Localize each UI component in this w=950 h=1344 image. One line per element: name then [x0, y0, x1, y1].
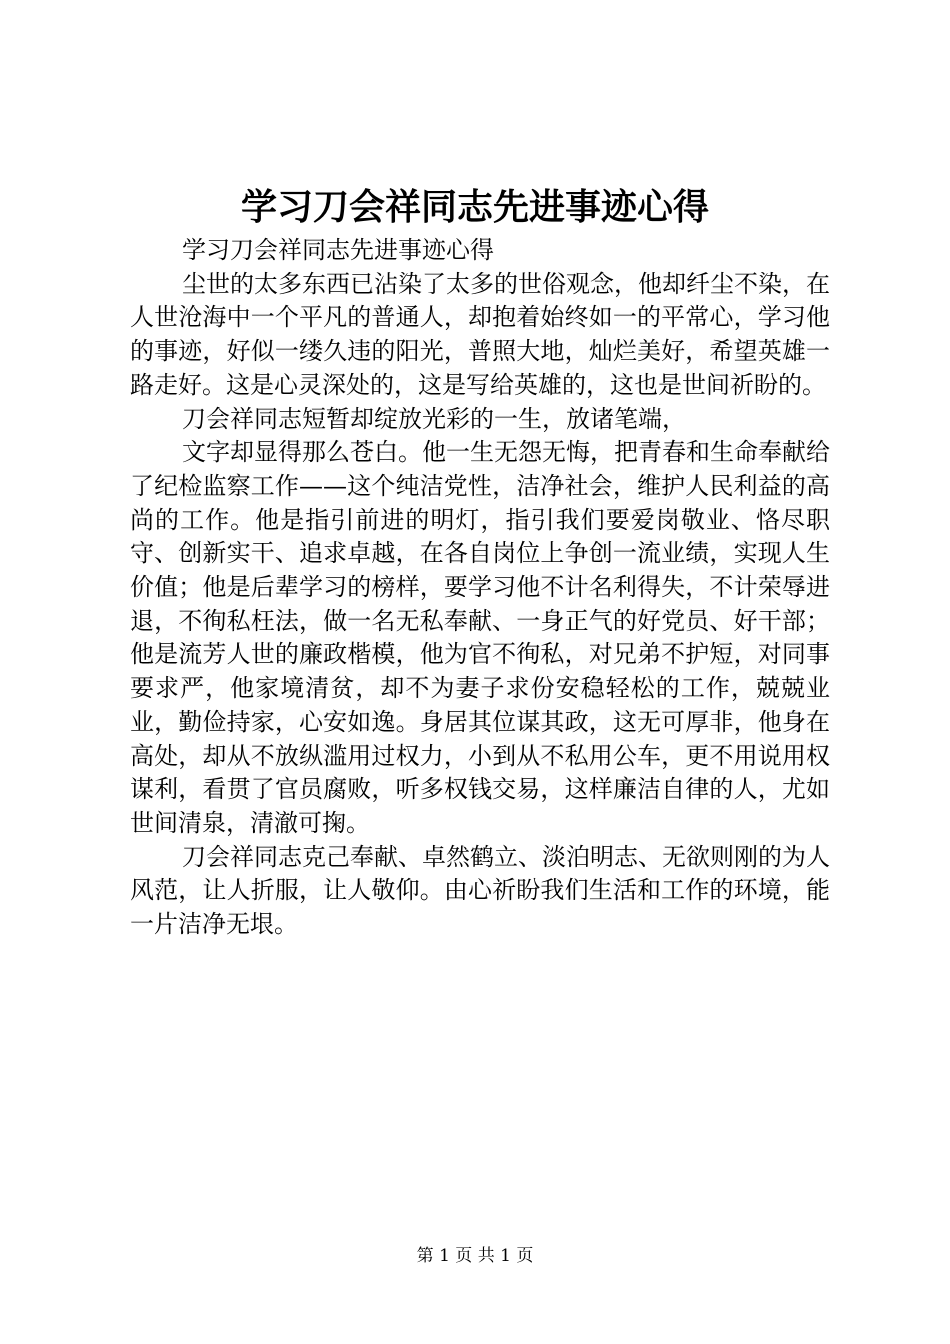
- paragraph: 文字却显得那么苍白。他一生无怨无悔，把青春和生命奉献给了纪检监察工作——这个纯洁党性，洁净社会，维护人民利益的高尚的工作。他是指引前进的明灯，指引我们要爱岗敬业、恪尽职守、创新实干、追求卓越，在各自岗位上争创一流业绩，实现人生价值；他是后辈学习的榜样，要学习他不计名利得失，不计荣辱进退，不徇私枉法，做一名无私奉献、一身正气的好党员、好干部；他是流芳人世的廉政楷模，他为官不徇私，对兄弟不护短，对同事要求严，他家境清贫，却不为妻子求份安稳轻松的工作，兢兢业业，勤俭持家，心安如逸。身居其位谋其政，这无可厚非，他身在高处，却从不放纵滥用过权力，小到从不私用公车，更不用说用权谋利，看贯了官员腐败，听多权钱交易，这样廉洁自律的人，尤如世间清泉，清澈可掬。: [130, 438, 830, 837]
- paragraph: 尘世的太多东西已沾染了太多的世俗观念，他却纤尘不染，在人世沧海中一个平凡的普通人，却抱着始终如一的平常心，学习他的事迹，好似一缕久违的阳光，普照大地，灿烂美好，希望英雄一路走好。这是心灵深处的，这是写给英雄的，这也是世间祈盼的。: [130, 269, 830, 399]
- paragraph-subtitle: 学习刀会祥同志先进事迹心得: [182, 236, 494, 264]
- page-title: 学习刀会祥同志先进事迹心得: [240, 186, 709, 228]
- document-body: [130, 234, 830, 942]
- paragraph: 刀会祥同志克己奉献、卓然鹤立、淡泊明志、无欲则刚的为人风范，让人折服，让人敬仰。由心祈盼我们生活和工作的环境，能一片洁净无垠。: [130, 842, 830, 939]
- page-number-footer: 第 1 页 共 1 页: [416, 1246, 534, 1266]
- paragraph: 刀会祥同志短暂却绽放光彩的一生，放诸笔端，: [182, 404, 686, 433]
